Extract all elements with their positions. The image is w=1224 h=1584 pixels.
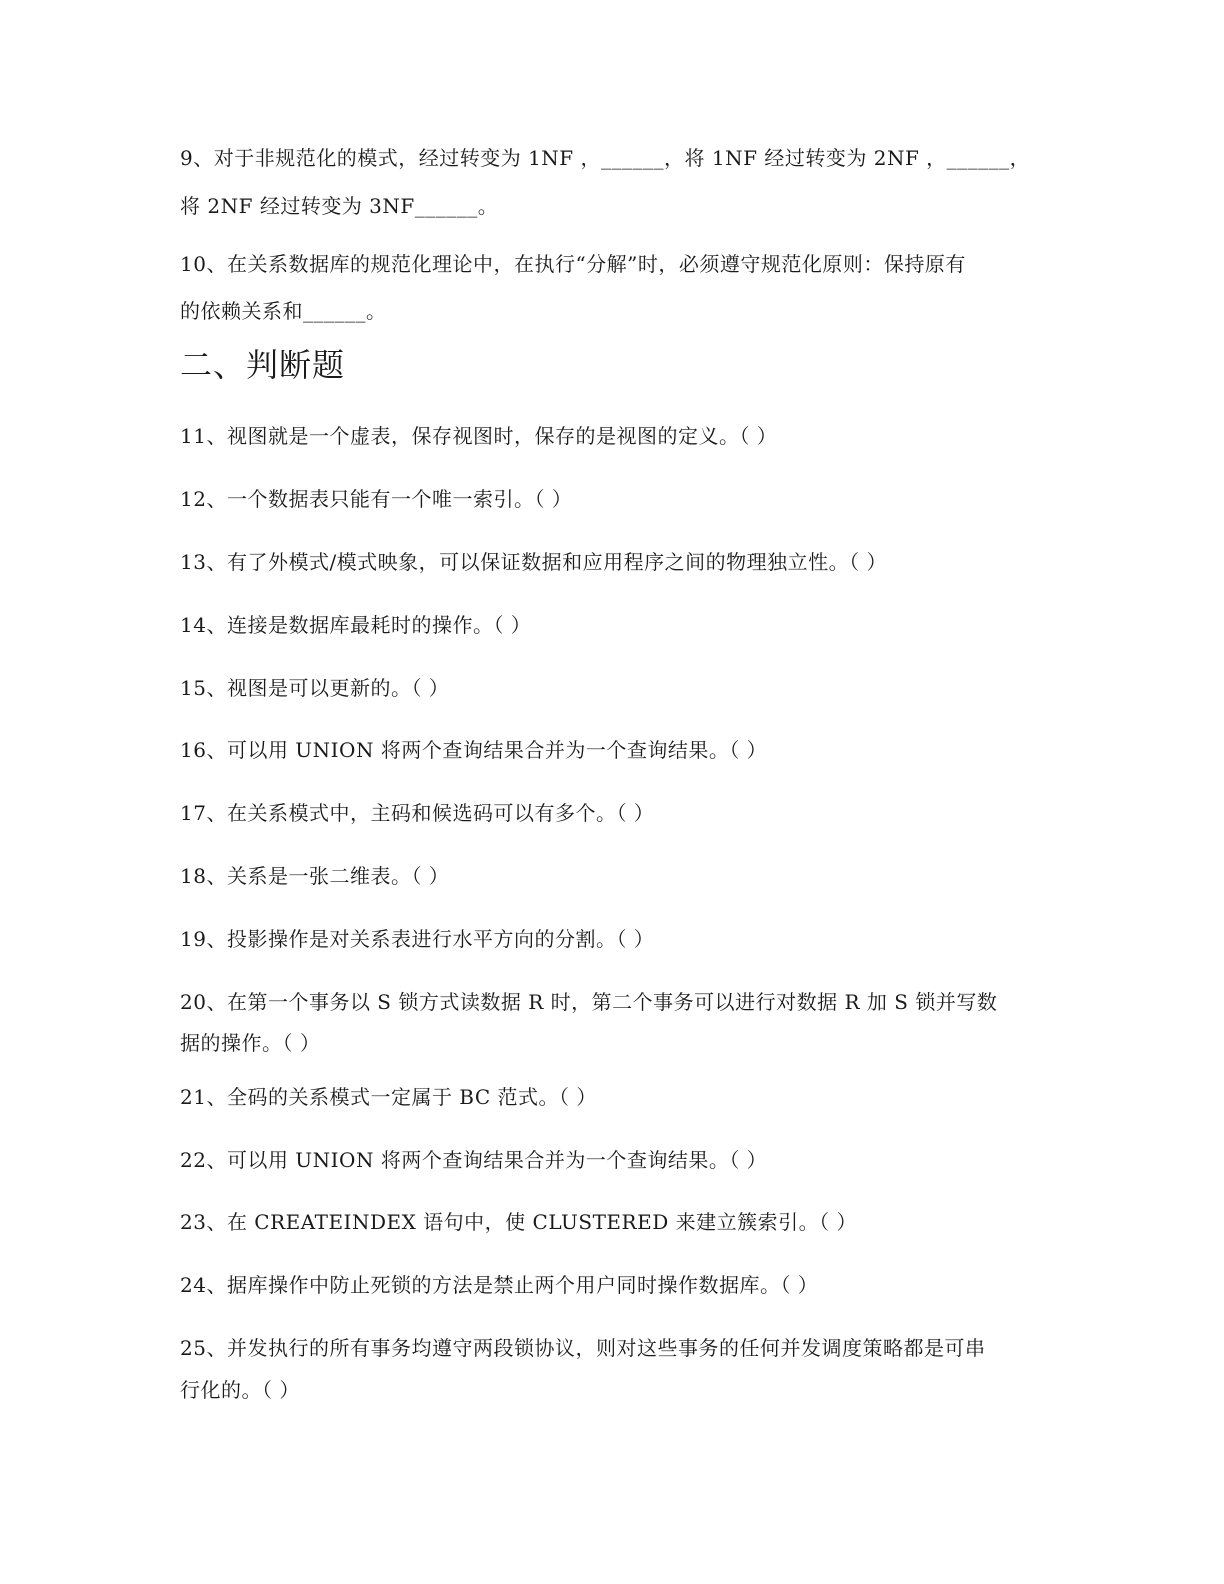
question-11: 11、视图就是一个虚表，保存视图时，保存的是视图的定义。（ ）	[180, 424, 778, 448]
section-heading: 二、判断题	[180, 346, 346, 384]
question-12: 12、一个数据表只能有一个唯一索引。（ ）	[180, 487, 573, 511]
question-13: 13、有了外模式/模式映象，可以保证数据和应用程序之间的物理独立性。（ ）	[180, 550, 888, 574]
question-14: 14、连接是数据库最耗时的操作。（ ）	[180, 613, 532, 637]
question-23: 23、在 CREATEINDEX 语句中，使 CLUSTERED 来建立簇索引。（ ）	[180, 1210, 857, 1234]
question-9-line-2: 将 2NF 经过转变为 3NF______。	[180, 194, 499, 218]
question-17: 17、在关系模式中，主码和候选码可以有多个。（ ）	[180, 801, 655, 825]
question-25-line-2: 行化的。（ ）	[180, 1378, 300, 1402]
question-20-line-1: 20、在第一个事务以 S 锁方式读数据 R 时，第二个事务可以进行对数据 R 加 S 锁并写数	[180, 990, 998, 1014]
question-22: 22、可以用 UNION 将两个查询结果合并为一个查询结果。（ ）	[180, 1148, 768, 1172]
question-20-line-2: 据的操作。（ ）	[180, 1031, 321, 1055]
question-9-line-1: 9、对于非规范化的模式，经过转变为 1NF ，______，将 1NF 经过转变为 2NF ，______，	[180, 146, 1031, 170]
question-25-line-1: 25、并发执行的所有事务均遵守两段锁协议，则对这些事务的任何并发调度策略都是可串	[180, 1336, 986, 1360]
question-19: 19、投影操作是对关系表进行水平方向的分割。（ ）	[180, 927, 655, 951]
question-18: 18、关系是一张二维表。（ ）	[180, 864, 450, 888]
question-16: 16、可以用 UNION 将两个查询结果合并为一个查询结果。（ ）	[180, 738, 768, 762]
question-15: 15、视图是可以更新的。（ ）	[180, 676, 450, 700]
question-24: 24、据库操作中防止死锁的方法是禁止两个用户同时操作数据库。（ ）	[180, 1273, 819, 1297]
question-10-line-2: 的依赖关系和______。	[180, 299, 387, 323]
question-10-line-1: 10、在关系数据库的规范化理论中，在执行“分解”时，必须遵守规范化原则：保持原有	[180, 252, 966, 276]
question-21: 21、全码的关系模式一定属于 BC 范式。（ ）	[180, 1085, 597, 1109]
